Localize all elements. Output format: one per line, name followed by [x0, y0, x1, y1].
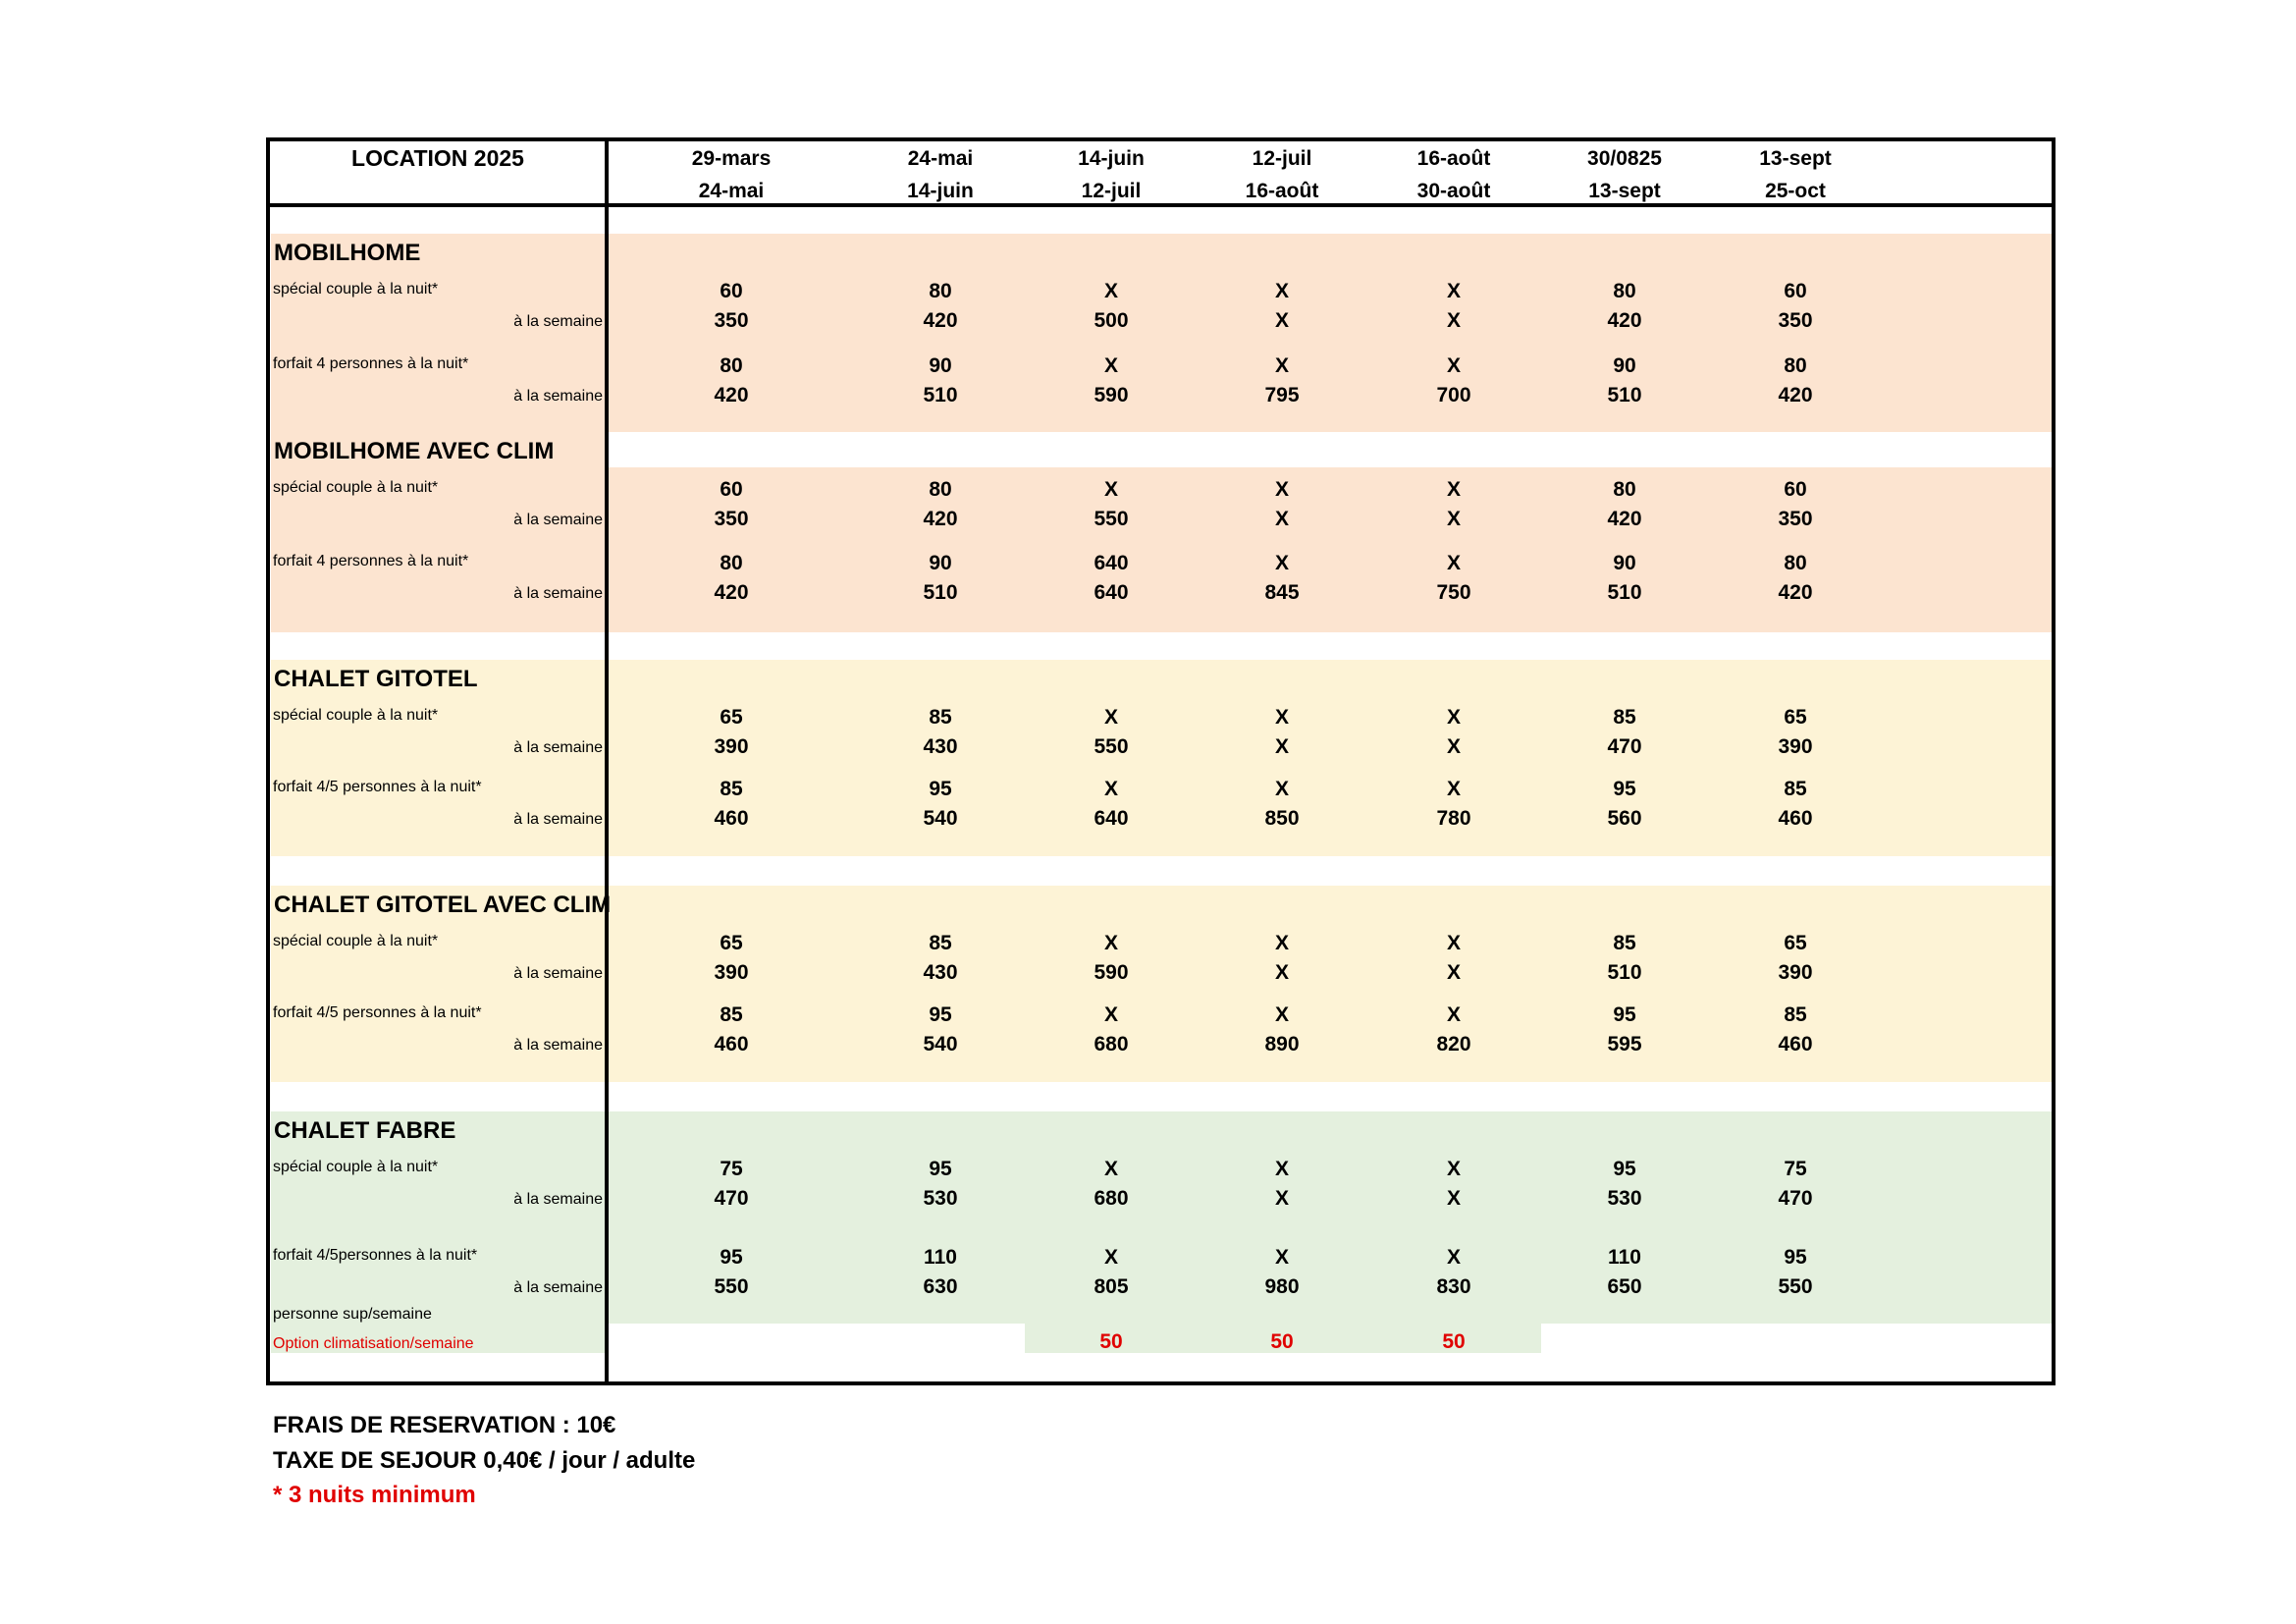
row-label-night: forfait 4/5 personnes à la nuit* [273, 1004, 482, 1021]
row-label-week: à la semaine [513, 965, 603, 982]
price-cell: X [1446, 1003, 1461, 1026]
price-cell: 85 [1784, 1003, 1807, 1026]
price-cell: 640 [1094, 807, 1129, 830]
price-cell: 390 [714, 961, 749, 984]
accommodation-category: CHALET FABRE [274, 1117, 456, 1144]
period-start-date: 24-mai [907, 147, 974, 170]
label-column-divider [605, 137, 609, 1385]
price-cell: 820 [1436, 1033, 1471, 1056]
extra-person-label: personne sup/semaine [273, 1306, 432, 1323]
price-cell: X [1274, 309, 1289, 332]
price-cell: 85 [720, 778, 743, 800]
price-cell: 650 [1607, 1275, 1642, 1298]
price-cell: 500 [1094, 309, 1129, 332]
aircon-option-price: 50 [1270, 1330, 1294, 1353]
period-start-date: 12-juil [1252, 147, 1312, 170]
row-label-week: à la semaine [513, 1279, 603, 1296]
price-cell: 420 [923, 508, 958, 530]
price-cell: 890 [1264, 1033, 1300, 1056]
row-label-night: forfait 4/5personnes à la nuit* [273, 1247, 478, 1264]
price-cell: 90 [929, 552, 952, 574]
price-cell: 95 [1613, 1003, 1636, 1026]
price-cell: 65 [720, 706, 743, 729]
price-cell: 530 [1607, 1187, 1642, 1210]
price-cell: 350 [714, 309, 749, 332]
accommodation-category: CHALET GITOTEL AVEC CLIM [274, 892, 612, 918]
price-cell: X [1103, 1246, 1118, 1269]
price-cell: 630 [923, 1275, 958, 1298]
price-cell: 680 [1094, 1033, 1129, 1056]
table-bottom-border [266, 1381, 2056, 1385]
price-cell: 780 [1436, 807, 1471, 830]
price-cell: 510 [1607, 384, 1642, 406]
row-label-week: à la semaine [513, 1191, 603, 1208]
row-label-night: forfait 4 personnes à la nuit* [273, 553, 469, 569]
price-cell: X [1446, 309, 1461, 332]
price-cell: 750 [1436, 581, 1471, 604]
price-cell: 460 [714, 807, 749, 830]
price-cell: 80 [720, 552, 743, 574]
price-cell: 95 [1613, 778, 1636, 800]
period-start-date: 30/0825 [1587, 147, 1662, 170]
reservation-fee-note: FRAIS DE RESERVATION : 10€ [273, 1412, 616, 1438]
price-cell: 95 [929, 1003, 952, 1026]
row-label-night: spécial couple à la nuit* [273, 933, 439, 949]
period-end-date: 16-août [1245, 180, 1319, 202]
table-left-border [266, 137, 270, 1385]
price-cell: 680 [1094, 1187, 1129, 1210]
price-cell: X [1274, 1187, 1289, 1210]
price-cell: 75 [720, 1158, 743, 1180]
price-cell: 460 [1778, 807, 1813, 830]
row-label-night: spécial couple à la nuit* [273, 707, 439, 724]
price-cell: X [1103, 1003, 1118, 1026]
price-cell: 470 [714, 1187, 749, 1210]
row-label-week: à la semaine [513, 811, 603, 828]
price-cell: 95 [1613, 1158, 1636, 1180]
price-cell: 830 [1436, 1275, 1471, 1298]
price-cell: X [1446, 552, 1461, 574]
price-cell: 85 [1784, 778, 1807, 800]
price-cell: X [1274, 932, 1289, 954]
price-cell: 850 [1264, 807, 1300, 830]
price-cell: 80 [1613, 478, 1636, 501]
aircon-option-price: 50 [1442, 1330, 1466, 1353]
price-cell: 110 [924, 1246, 957, 1269]
price-cell: 65 [1784, 706, 1807, 729]
price-cell: X [1274, 1246, 1289, 1269]
price-cell: 700 [1436, 384, 1471, 406]
price-cell: X [1274, 354, 1289, 377]
price-cell: 95 [1784, 1246, 1807, 1269]
price-cell: 110 [1608, 1246, 1641, 1269]
price-cell: 550 [1778, 1275, 1813, 1298]
row-label-night: forfait 4 personnes à la nuit* [273, 355, 469, 372]
price-cell: 420 [714, 384, 749, 406]
price-cell: 85 [1613, 706, 1636, 729]
price-cell: 530 [923, 1187, 958, 1210]
price-cell: X [1446, 706, 1461, 729]
price-cell: X [1103, 354, 1118, 377]
period-end-date: 24-mai [698, 180, 765, 202]
price-cell: 350 [1778, 309, 1813, 332]
price-cell: 590 [1094, 961, 1129, 984]
price-cell: 60 [1784, 478, 1807, 501]
table-top-border [266, 137, 2056, 141]
price-cell: 420 [1778, 384, 1813, 406]
price-cell: X [1446, 1246, 1461, 1269]
price-cell: X [1446, 478, 1461, 501]
price-cell: 95 [929, 1158, 952, 1180]
price-cell: 795 [1264, 384, 1300, 406]
price-cell: 80 [1784, 552, 1807, 574]
period-start-date: 13-sept [1759, 147, 1832, 170]
price-cell: 90 [929, 354, 952, 377]
price-cell: 805 [1094, 1275, 1129, 1298]
price-cell: X [1274, 778, 1289, 800]
price-cell: 60 [720, 280, 743, 302]
price-cell: X [1446, 1158, 1461, 1180]
price-cell: X [1103, 478, 1118, 501]
price-cell: X [1446, 961, 1461, 984]
price-cell: 65 [720, 932, 743, 954]
price-cell: 845 [1264, 581, 1300, 604]
price-cell: 80 [929, 280, 952, 302]
aircon-option-label: Option climatisation/semaine [273, 1335, 474, 1352]
price-cell: 75 [1784, 1158, 1807, 1180]
price-cell: X [1446, 1187, 1461, 1210]
price-cell: 420 [1607, 309, 1642, 332]
price-cell: 420 [714, 581, 749, 604]
period-end-date: 25-oct [1765, 180, 1826, 202]
accommodation-category: MOBILHOME AVEC CLIM [274, 438, 555, 464]
price-cell: 85 [1613, 932, 1636, 954]
price-cell: 420 [923, 309, 958, 332]
price-cell: 80 [720, 354, 743, 377]
price-cell: 550 [1094, 508, 1129, 530]
price-cell: X [1274, 1003, 1289, 1026]
price-cell: 350 [714, 508, 749, 530]
price-cell: X [1446, 508, 1461, 530]
aircon-option-price: 50 [1099, 1330, 1123, 1353]
period-start-date: 14-juin [1078, 147, 1145, 170]
table-right-border [2052, 137, 2056, 1385]
price-cell: X [1274, 280, 1289, 302]
price-cell: 390 [1778, 961, 1813, 984]
price-cell: X [1274, 508, 1289, 530]
price-cell: 640 [1094, 581, 1129, 604]
price-cell: 430 [923, 735, 958, 758]
price-cell: 80 [929, 478, 952, 501]
period-end-date: 30-août [1416, 180, 1491, 202]
period-start-date: 29-mars [691, 147, 772, 170]
price-cell: 95 [929, 778, 952, 800]
row-label-night: spécial couple à la nuit* [273, 1159, 439, 1175]
price-cell: 85 [929, 932, 952, 954]
price-cell: X [1274, 552, 1289, 574]
price-cell: 980 [1264, 1275, 1300, 1298]
period-end-date: 14-juin [907, 180, 974, 202]
accommodation-category: CHALET GITOTEL [274, 666, 478, 692]
price-cell: 510 [1607, 961, 1642, 984]
price-cell: 590 [1094, 384, 1129, 406]
price-cell: 60 [1784, 280, 1807, 302]
minimum-nights-note: * 3 nuits minimum [273, 1482, 476, 1508]
price-cell: X [1274, 1158, 1289, 1180]
price-cell: X [1274, 478, 1289, 501]
price-cell: 510 [923, 384, 958, 406]
price-cell: X [1446, 280, 1461, 302]
price-cell: 470 [1778, 1187, 1813, 1210]
price-cell: 430 [923, 961, 958, 984]
row-label-night: spécial couple à la nuit* [273, 281, 439, 298]
period-start-date: 16-août [1416, 147, 1491, 170]
row-label-week: à la semaine [513, 739, 603, 756]
row-label-week: à la semaine [513, 1037, 603, 1054]
price-cell: X [1103, 932, 1118, 954]
row-label-week: à la semaine [513, 313, 603, 330]
price-cell: 595 [1607, 1033, 1642, 1056]
price-cell: 420 [1607, 508, 1642, 530]
price-cell: X [1446, 932, 1461, 954]
price-cell: 390 [1778, 735, 1813, 758]
price-cell: X [1103, 280, 1118, 302]
period-end-date: 13-sept [1588, 180, 1661, 202]
price-cell: 90 [1613, 552, 1636, 574]
price-cell: X [1103, 1158, 1118, 1180]
tourist-tax-note: TAXE DE SEJOUR 0,40€ / jour / adulte [273, 1447, 696, 1474]
row-label-night: forfait 4/5 personnes à la nuit* [273, 779, 482, 795]
accommodation-category: MOBILHOME [274, 240, 421, 266]
price-cell: X [1274, 961, 1289, 984]
price-cell: 420 [1778, 581, 1813, 604]
price-cell: 95 [720, 1246, 743, 1269]
price-cell: 390 [714, 735, 749, 758]
price-cell: 540 [923, 807, 958, 830]
price-cell: X [1103, 778, 1118, 800]
price-cell: 510 [923, 581, 958, 604]
price-cell: X [1103, 706, 1118, 729]
price-cell: 350 [1778, 508, 1813, 530]
price-cell: 80 [1613, 280, 1636, 302]
price-cell: 550 [714, 1275, 749, 1298]
price-cell: X [1446, 778, 1461, 800]
price-cell: 460 [714, 1033, 749, 1056]
row-label-night: spécial couple à la nuit* [273, 479, 439, 496]
price-cell: 65 [1784, 932, 1807, 954]
price-cell: X [1274, 706, 1289, 729]
price-cell: X [1274, 735, 1289, 758]
price-cell: 460 [1778, 1033, 1813, 1056]
price-cell: 510 [1607, 581, 1642, 604]
price-cell: 90 [1613, 354, 1636, 377]
row-label-week: à la semaine [513, 585, 603, 602]
price-cell: 550 [1094, 735, 1129, 758]
price-cell: 640 [1094, 552, 1129, 574]
table-title: LOCATION 2025 [351, 145, 524, 171]
header-bottom-border [266, 203, 2056, 207]
price-cell: 60 [720, 478, 743, 501]
price-cell: 540 [923, 1033, 958, 1056]
period-end-date: 12-juil [1081, 180, 1142, 202]
price-cell: 85 [720, 1003, 743, 1026]
price-cell: X [1446, 735, 1461, 758]
price-cell: 80 [1784, 354, 1807, 377]
price-cell: 470 [1607, 735, 1642, 758]
row-label-week: à la semaine [513, 512, 603, 528]
price-cell: 85 [929, 706, 952, 729]
price-cell: X [1446, 354, 1461, 377]
row-label-week: à la semaine [513, 388, 603, 405]
price-cell: 560 [1607, 807, 1642, 830]
